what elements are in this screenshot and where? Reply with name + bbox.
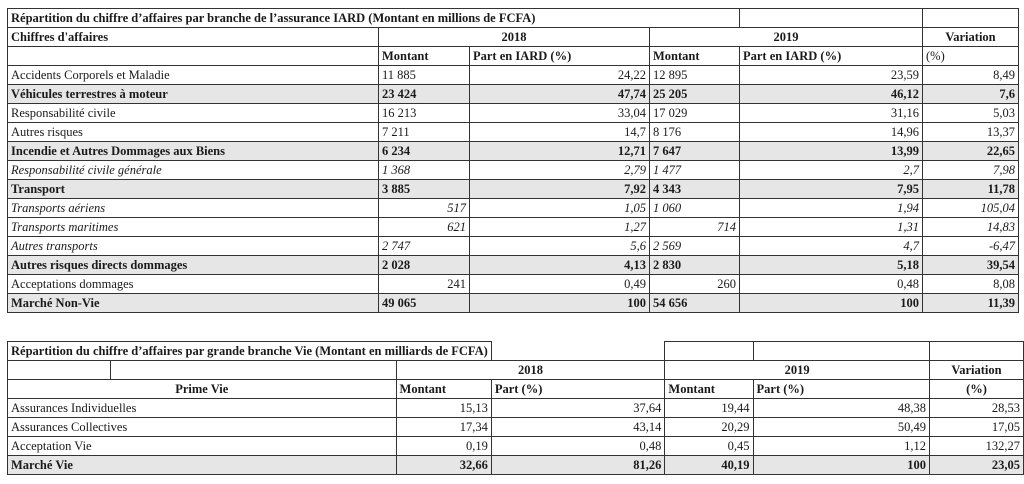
row-label: Marché Vie (8, 456, 397, 475)
part-2018: 47,74 (470, 85, 650, 104)
iard-row (8, 104, 1019, 123)
montant-2018: 0,19 (396, 437, 491, 456)
montant-2018: 1 368 (379, 161, 470, 180)
iard-row (8, 142, 1019, 161)
part-2019: 14,96 (740, 123, 923, 142)
part-2019: 100 (740, 294, 923, 313)
iard-row (8, 256, 1019, 275)
part-2019: 100 (753, 456, 929, 475)
part-2018: 1,27 (470, 218, 650, 237)
part-2019: 7,95 (740, 180, 923, 199)
part-2018: 7,92 (470, 180, 650, 199)
part-2019: 46,12 (740, 85, 923, 104)
part-2018: 2,79 (470, 161, 650, 180)
vie-row (8, 418, 1024, 437)
row-label: Marché Non-Vie (8, 294, 379, 313)
montant-2018: 621 (379, 218, 470, 237)
vie-rows (8, 399, 1024, 475)
iard-montant-2018: Montant (379, 47, 470, 66)
row-label: Acceptation Vie (8, 437, 397, 456)
iard-row (8, 218, 1019, 237)
part-2019: 5,18 (740, 256, 923, 275)
montant-2019: 8 176 (650, 123, 740, 142)
variation: 132,27 (929, 437, 1023, 456)
row-label: Autres transports (8, 237, 379, 256)
variation: 8,08 (923, 275, 1019, 294)
iard-variation-header: Variation (923, 28, 1019, 47)
variation: 14,83 (923, 218, 1019, 237)
part-2019: 50,49 (753, 418, 929, 437)
part-2019: 23,59 (740, 66, 923, 85)
iard-year-2019: 2019 (650, 28, 923, 47)
iard-col-label: Chiffres d'affaires (8, 28, 379, 47)
variation: 5,03 (923, 104, 1019, 123)
part-2018: 4,13 (470, 256, 650, 275)
part-2018: 33,04 (470, 104, 650, 123)
vie-row (8, 456, 1024, 475)
row-label: Autres risques (8, 123, 379, 142)
montant-2018: 2 028 (379, 256, 470, 275)
vie-col-label: Prime Vie (8, 380, 397, 399)
part-2018: 0,49 (470, 275, 650, 294)
iard-row (8, 275, 1019, 294)
montant-2018: 241 (379, 275, 470, 294)
montant-2019: 260 (650, 275, 740, 294)
part-2018: 24,22 (470, 66, 650, 85)
part-2018: 1,05 (470, 199, 650, 218)
montant-2018: 11 885 (379, 66, 470, 85)
montant-2019: 0,45 (665, 437, 753, 456)
montant-2018: 2 747 (379, 237, 470, 256)
part-2019: 4,7 (740, 237, 923, 256)
vie-variation-pct: (%) (929, 380, 1023, 399)
part-2018: 5,6 (470, 237, 650, 256)
row-label: Véhicules terrestres à moteur (8, 85, 379, 104)
montant-2019: 2 569 (650, 237, 740, 256)
variation: -6,47 (923, 237, 1019, 256)
montant-2019: 1 477 (650, 161, 740, 180)
montant-2019: 4 343 (650, 180, 740, 199)
variation: 11,78 (923, 180, 1019, 199)
montant-2018: 23 424 (379, 85, 470, 104)
variation: 28,53 (929, 399, 1023, 418)
row-label: Accidents Corporels et Maladie (8, 66, 379, 85)
iard-row (8, 66, 1019, 85)
iard-montant-2019: Montant (650, 47, 740, 66)
montant-2019: 20,29 (665, 418, 753, 437)
row-label: Responsabilité civile (8, 104, 379, 123)
vie-table (7, 341, 1024, 475)
vie-montant-2018: Montant (396, 380, 491, 399)
part-2019: 31,16 (740, 104, 923, 123)
part-2018: 0,48 (491, 437, 665, 456)
row-label: Assurances Individuelles (8, 399, 397, 418)
vie-year-2019: 2019 (665, 361, 930, 380)
row-label: Transports maritimes (8, 218, 379, 237)
iard-row (8, 85, 1019, 104)
variation: 105,04 (923, 199, 1019, 218)
vie-part-2018: Part (%) (491, 380, 665, 399)
row-label: Autres risques directs dommages (8, 256, 379, 275)
variation: 22,65 (923, 142, 1019, 161)
vie-montant-2019: Montant (665, 380, 753, 399)
montant-2019: 19,44 (665, 399, 753, 418)
montant-2018: 49 065 (379, 294, 470, 313)
iard-row (8, 123, 1019, 142)
variation: 23,05 (929, 456, 1023, 475)
montant-2018: 32,66 (396, 456, 491, 475)
variation: 17,05 (929, 418, 1023, 437)
iard-rows (8, 66, 1019, 313)
variation: 8,49 (923, 66, 1019, 85)
montant-2019: 40,19 (665, 456, 753, 475)
montant-2018: 15,13 (396, 399, 491, 418)
vie-year-2018: 2018 (396, 361, 665, 380)
row-label: Acceptations dommages (8, 275, 379, 294)
montant-2019: 12 895 (650, 66, 740, 85)
part-2019: 0,48 (740, 275, 923, 294)
montant-2019: 1 060 (650, 199, 740, 218)
variation: 7,98 (923, 161, 1019, 180)
part-2018: 12,71 (470, 142, 650, 161)
montant-2019: 54 656 (650, 294, 740, 313)
part-2018: 14,7 (470, 123, 650, 142)
montant-2018: 3 885 (379, 180, 470, 199)
iard-table-title: Répartition du chiffre d’affaires par branche de l’assurance IARD (Montant en millions de FCFA) (8, 9, 740, 28)
row-label: Transports aériens (8, 199, 379, 218)
iard-year-2018: 2018 (379, 28, 650, 47)
vie-variation-header: Variation (929, 361, 1023, 380)
variation: 39,54 (923, 256, 1019, 275)
montant-2018: 6 234 (379, 142, 470, 161)
iard-row (8, 180, 1019, 199)
iard-row (8, 199, 1019, 218)
montant-2019: 714 (650, 218, 740, 237)
vie-row (8, 399, 1024, 418)
montant-2019: 25 205 (650, 85, 740, 104)
part-2018: 43,14 (491, 418, 665, 437)
montant-2019: 2 830 (650, 256, 740, 275)
montant-2018: 16 213 (379, 104, 470, 123)
montant-2018: 17,34 (396, 418, 491, 437)
montant-2018: 7 211 (379, 123, 470, 142)
part-2019: 13,99 (740, 142, 923, 161)
part-2019: 2,7 (740, 161, 923, 180)
row-label: Transport (8, 180, 379, 199)
part-2019: 1,12 (753, 437, 929, 456)
row-label: Responsabilité civile générale (8, 161, 379, 180)
montant-2019: 7 647 (650, 142, 740, 161)
iard-table (7, 8, 1019, 313)
row-label: Assurances Collectives (8, 418, 397, 437)
vie-row (8, 437, 1024, 456)
montant-2019: 17 029 (650, 104, 740, 123)
vie-table-title: Répartition du chiffre d’affaires par grande branche Vie (Montant en milliards de FCFA) (8, 342, 492, 361)
variation: 11,39 (923, 294, 1019, 313)
iard-row (8, 294, 1019, 313)
montant-2018: 517 (379, 199, 470, 218)
part-2019: 1,94 (740, 199, 923, 218)
iard-row (8, 237, 1019, 256)
row-label: Incendie et Autres Dommages aux Biens (8, 142, 379, 161)
part-2019: 48,38 (753, 399, 929, 418)
iard-variation-pct: (%) (923, 47, 1019, 66)
part-2018: 100 (470, 294, 650, 313)
iard-row (8, 161, 1019, 180)
part-2019: 1,31 (740, 218, 923, 237)
variation: 7,6 (923, 85, 1019, 104)
part-2018: 37,64 (491, 399, 665, 418)
iard-part-2018: Part en IARD (%) (470, 47, 650, 66)
vie-part-2019: Part (%) (753, 380, 929, 399)
iard-part-2019: Part en IARD (%) (740, 47, 923, 66)
part-2018: 81,26 (491, 456, 665, 475)
variation: 13,37 (923, 123, 1019, 142)
